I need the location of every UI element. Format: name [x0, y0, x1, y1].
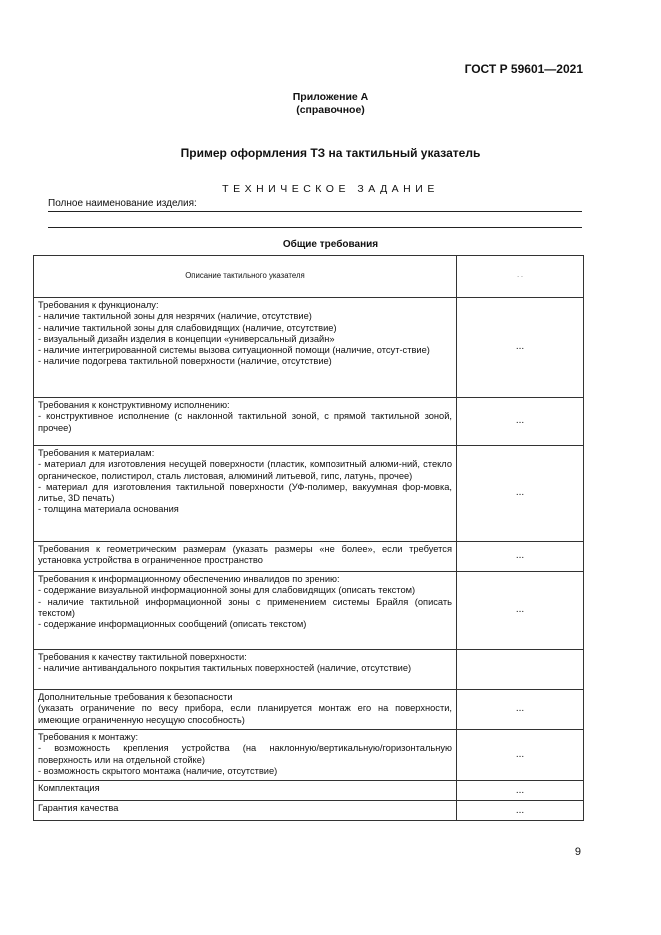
- requirement-line: Требования к геометрическим размерам (указать размеры «не более», если требуется установка устройства в ограниченное пространство: [38, 544, 452, 566]
- example-title: Пример оформления ТЗ на тактильный указатель: [180, 146, 481, 160]
- requirement-line: - возможность крепления устройства (на наклонную/вертикальную/горизонтальную поверхность или на отдельной стойке): [38, 743, 452, 765]
- requirement-line: Требования к материалам:: [38, 448, 155, 458]
- requirement-line: Дополнительные требования к безопасности: [38, 692, 233, 702]
- requirement-description-cell: [34, 801, 457, 821]
- page-number: 9: [574, 846, 581, 858]
- requirement-value-cell[interactable]: ...: [457, 542, 584, 572]
- table-row: [34, 446, 584, 542]
- table-row: [34, 572, 584, 650]
- requirement-description-cell: [34, 730, 457, 781]
- requirement-value-cell[interactable]: ...: [457, 572, 584, 650]
- requirement-value-cell[interactable]: ...: [457, 730, 584, 781]
- requirement-line: - наличие антивандального покрытия тактильных поверхностей (наличие, отсутствие): [38, 663, 412, 674]
- requirement-line: - материал для изготовления тактильной поверхности (УФ-полимер, вакуумная фор-мовка, литье, 3D печать): [38, 481, 452, 504]
- document-code: ГОСТ Р 59601—2021: [464, 62, 583, 76]
- requirement-line: - визуальный дизайн изделия в концепции «универсальный дизайн»: [38, 333, 335, 344]
- requirement-description-cell: [34, 690, 457, 730]
- requirement-line: - наличие тактильной зоны для незрячих (наличие, отсутствие): [38, 311, 312, 322]
- requirement-line: - наличие подогрева тактильной поверхности (наличие, отсутствие): [38, 356, 332, 367]
- requirement-value-cell[interactable]: ...: [457, 801, 584, 821]
- requirement-value-cell[interactable]: ...: [457, 446, 584, 542]
- requirement-description-cell: [34, 446, 457, 542]
- table-row: [34, 690, 584, 730]
- table-row: [34, 542, 584, 572]
- requirement-description-cell: [34, 398, 457, 446]
- requirement-line: - материал для изготовления несущей поверхности (пластик, композитный алюми-ний, стекло органическое, полистирол, сталь листовая, алюминий литьевой, гипс, латунь, прочее): [38, 459, 452, 481]
- annex-title: Приложение А: [292, 91, 369, 103]
- requirement-line: - конструктивное исполнение (с наклонной тактильной зоной, с прямой тактильной зоной, прочее): [38, 411, 452, 433]
- fullname-label: Полное наименование изделия:: [48, 198, 197, 209]
- table-row: [34, 730, 584, 781]
- requirement-line: Гарантия качества: [38, 803, 119, 814]
- table-row: [34, 298, 584, 398]
- requirement-line: - содержание информационных сообщений (описать текстом): [38, 619, 307, 630]
- general-requirements-title: Общие требования: [282, 239, 379, 250]
- annex-subtitle: (справочное): [296, 104, 365, 116]
- requirement-line: Требования к качеству тактильной поверхности:: [38, 652, 247, 662]
- annex-heading: [0, 91, 661, 117]
- requirement-line: Требования к функционалу:: [38, 300, 159, 310]
- table-row: [34, 650, 584, 690]
- requirement-value-cell[interactable]: ...: [457, 398, 584, 446]
- requirement-line: Комплектация: [38, 783, 100, 794]
- requirement-line: - наличие интегрированной системы вызова ситуационной помощи (наличие, отсут-ствие): [38, 345, 430, 356]
- requirement-line: Требования к монтажу:: [38, 732, 139, 742]
- requirement-line: Требования к информационному обеспечению инвалидов по зрению:: [38, 574, 340, 584]
- requirement-line: - толщина материала основания: [38, 504, 179, 515]
- header-value-cell: . .: [457, 256, 584, 298]
- fullname-underline-1: [48, 211, 582, 212]
- requirement-value-cell[interactable]: [457, 650, 584, 690]
- fullname-underline-2: [48, 227, 582, 228]
- requirement-line: (указать ограничение по весу прибора, если планируется монтаж его на поверхности, имеющие ограниченную несущую способность): [38, 703, 452, 725]
- requirement-value-cell[interactable]: ...: [457, 690, 584, 730]
- technical-task-title: ТЕХНИЧЕСКОЕ ЗАДАНИЕ: [222, 183, 439, 195]
- requirement-description-cell: [34, 781, 457, 801]
- requirement-line: - наличие тактильной зоны для слабовидящих (наличие, отсутствие): [38, 322, 337, 333]
- table-row: [34, 801, 584, 821]
- requirement-description-cell: [34, 298, 457, 398]
- requirement-line: - содержание визуальной информационной зоны для слабовидящих (описать текстом): [38, 585, 416, 596]
- requirement-value-cell[interactable]: ...: [457, 781, 584, 801]
- requirement-line: - наличие тактильной информационной зоны с применением системы Брайля (описать текстом): [38, 596, 452, 618]
- table-row: [34, 398, 584, 446]
- table-header-row: [34, 256, 584, 298]
- requirement-description-cell: [34, 650, 457, 690]
- requirement-line: Требования к конструктивному исполнению:: [38, 400, 230, 410]
- requirement-value-cell[interactable]: ...: [457, 298, 584, 398]
- requirement-line: - возможность скрытого монтажа (наличие, отсутствие): [38, 765, 278, 776]
- header-description-cell: Описание тактильного указателя: [34, 256, 457, 298]
- table-row: [34, 781, 584, 801]
- requirement-description-cell: [34, 572, 457, 650]
- requirement-description-cell: [34, 542, 457, 572]
- requirements-table: [33, 255, 584, 821]
